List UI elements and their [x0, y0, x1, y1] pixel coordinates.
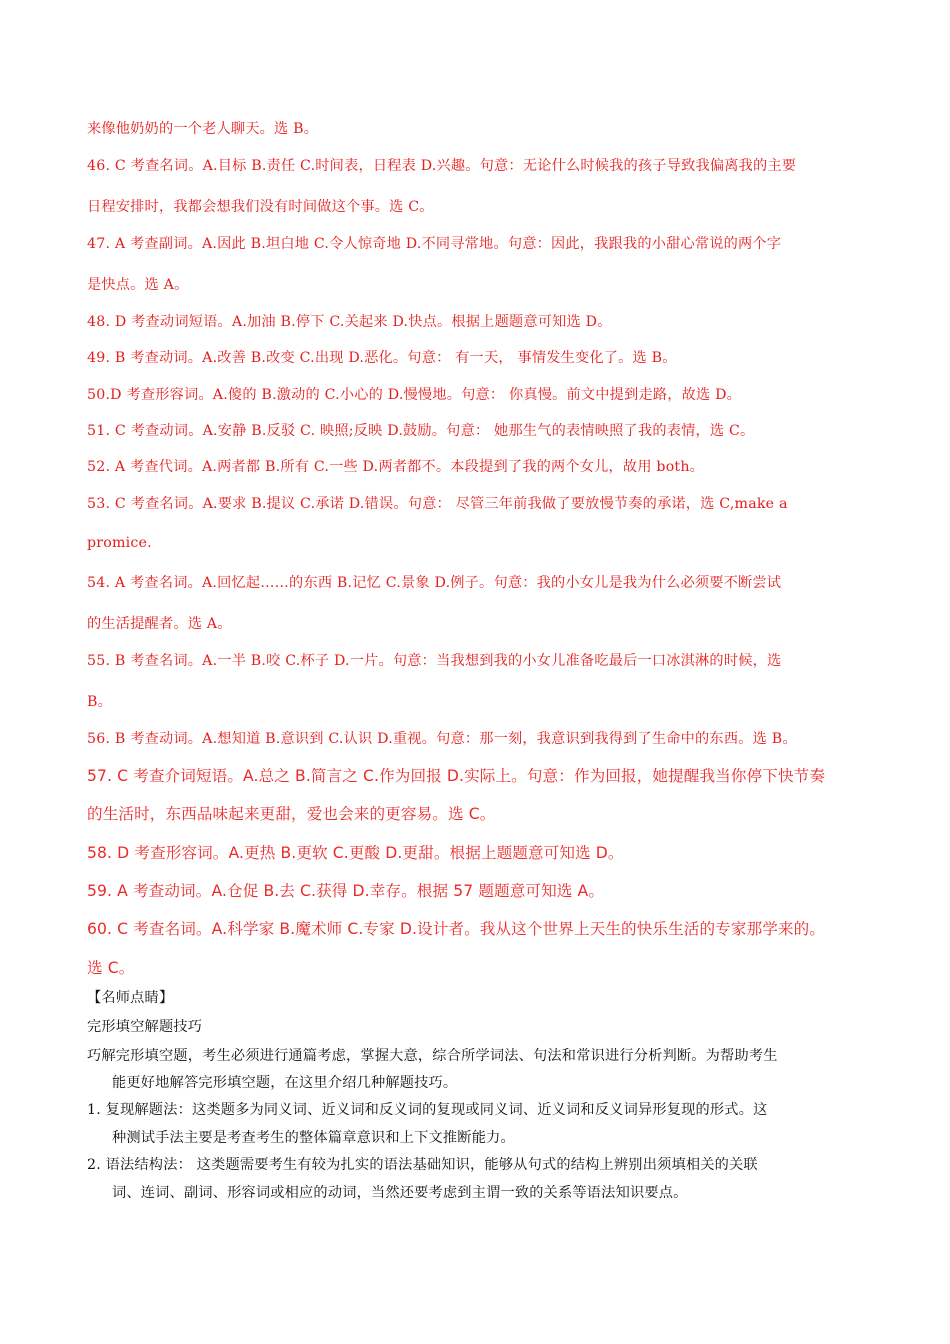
- answer-60: 60. C 考查名词。A.科学家 B.魔术师 C.专家 D.设计者。我从这个世界上天生的快乐生活的专家那学来的。: [87, 920, 826, 938]
- answer-60-cont: 选 C。: [87, 959, 135, 977]
- answer-57-cont: 的生活时，东西品味起来更甜，爱也会来的更容易。选 C。: [87, 805, 496, 823]
- answer-53-cont: promice.: [87, 535, 152, 551]
- answer-52: 52. A 考查代词。A.两者都 B.所有 C.一些 D.两者都不。本段提到了我的两个女儿，故用 both。: [87, 459, 705, 475]
- answer-51: 51. C 考查动词。A.安静 B.反驳 C. 映照;反映 D.鼓励。句意： 她那生气的表情映照了我的表情，选 C。: [87, 423, 755, 439]
- tips-item-1-cont: 种测试手法主要是考查考生的整体篇章意识和上下文推断能力。: [112, 1130, 515, 1146]
- answer-50: 50.D 考查形容词。A.傻的 B.激动的 C.小心的 D.慢慢地。句意： 你真慢。前文中提到走路，故选 D。: [87, 387, 742, 403]
- tips-subheading: 完形填空解题技巧: [87, 1019, 203, 1035]
- answer-59: 59. A 考查动词。A.仓促 B.去 C.获得 D.幸存。根据 57 题题意可知选 A。: [87, 882, 605, 900]
- answer-46: 46. C 考查名词。A.目标 B.责任 C.时间表，日程表 D.兴趣。句意：无论什么时候我的孩子导致我偏离我的主要: [87, 158, 797, 174]
- tips-item-2-cont: 词、连词、副词、形容词或相应的动词，当然还要考虑到主谓一致的关系等语法知识要点。: [112, 1185, 688, 1201]
- answer-58: 58. D 考查形容词。A.更热 B.更软 C.更酸 D.更甜。根据上题题意可知选 D。: [87, 844, 624, 862]
- answer-54: 54. A 考查名词。A.回忆起……的东西 B.记忆 C.景象 D.例子。句意：我的小女儿是我为什么必须要不断尝试: [87, 575, 782, 591]
- answer-53: 53. C 考查名词。A.要求 B.提议 C.承诺 D.错误。句意： 尽管三年前我做了要放慢节奏的承诺，选 C,make a: [87, 496, 788, 512]
- answer-47: 47. A 考查副词。A.因此 B.坦白地 C.令人惊奇地 D.不同寻常地。句意：因此，我跟我的小甜心常说的两个字: [87, 236, 782, 252]
- answer-46-cont: 日程安排时，我都会想我们没有时间做这个事。选 C。: [87, 199, 434, 215]
- answer-line: 来像他奶奶的一个老人聊天。选 B。: [87, 121, 319, 137]
- answer-55: 55. B 考查名词。A.一半 B.咬 C.杯子 D.一片。句意：当我想到我的小女儿准备吃最后一口冰淇淋的时候，选: [87, 653, 782, 669]
- tips-intro-cont: 能更好地解答完形填空题，在这里介绍几种解题技巧。: [112, 1075, 458, 1091]
- answer-57: 57. C 考查介词短语。A.总之 B.简言之 C.作为回报 D.实际上。句意：作为回报，她提醒我当你停下快节奏: [87, 767, 826, 785]
- tips-heading: 【名师点睛】: [87, 990, 174, 1006]
- tips-item-2: 2. 语法结构法： 这类题需要考生有较为扎实的语法基础知识，能够从句式的结构上辨别出须填相关的关联: [87, 1157, 758, 1173]
- tips-item-1: 1. 复现解题法：这类题多为同义词、近义词和反义词的复现或同义词、近义词和反义词异形复现的形式。这: [87, 1102, 768, 1118]
- answer-54-cont: 的生活提醒者。选 A。: [87, 616, 232, 632]
- tips-intro: 巧解完形填空题，考生必须进行通篇考虑，掌握大意，综合所学词法、句法和常识进行分析判断。为帮助考生: [87, 1048, 778, 1064]
- answer-47-cont: 是快点。选 A。: [87, 277, 189, 293]
- answer-56: 56. B 考查动词。A.想知道 B.意识到 C.认识 D.重视。句意：那一刻，我意识到我得到了生命中的东西。选 B。: [87, 731, 797, 747]
- answer-55-cont: B。: [87, 694, 113, 710]
- answer-49: 49. B 考查动词。A.改善 B.改变 C.出现 D.恶化。句意： 有一天， 事情发生变化了。选 B。: [87, 350, 677, 366]
- answer-48: 48. D 考查动词短语。A.加油 B.停下 C.关起来 D.快点。根据上题题意可知选 D。: [87, 314, 612, 330]
